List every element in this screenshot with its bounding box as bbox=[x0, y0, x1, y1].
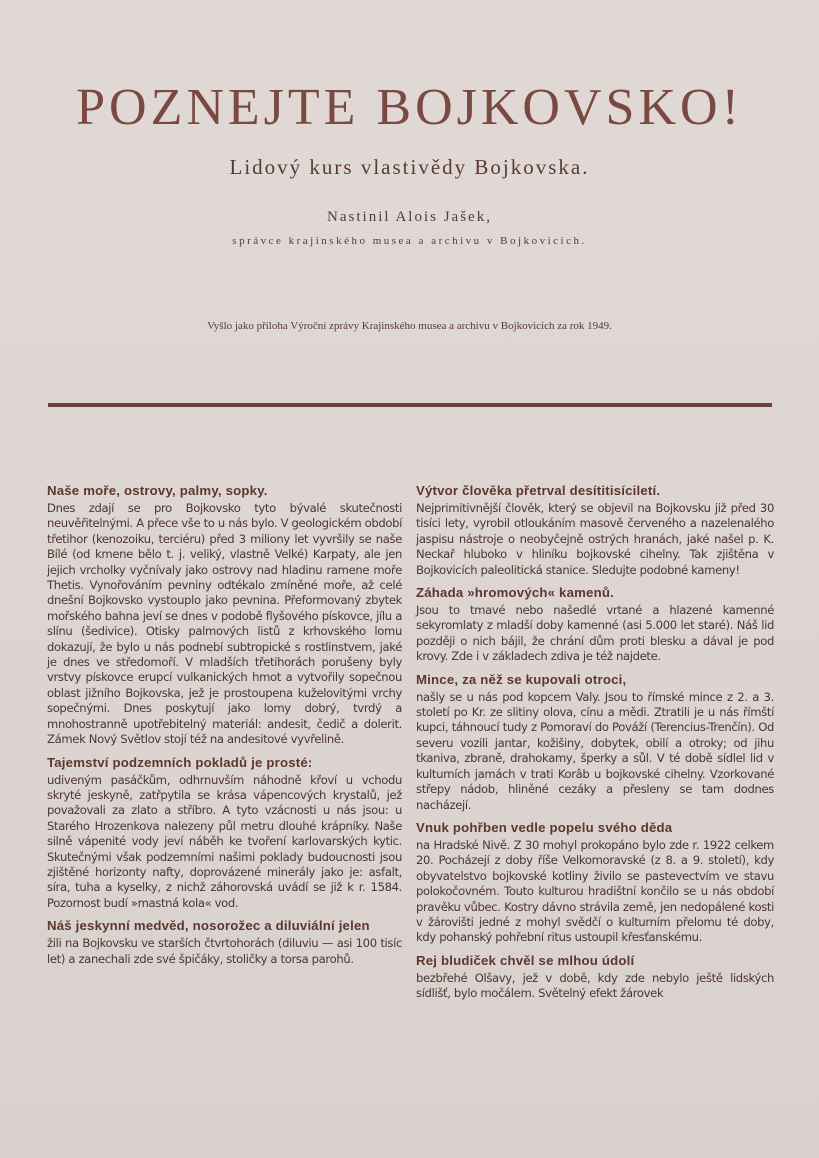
section bbox=[47, 918, 402, 967]
section-heading: Mince, za něž se kupovali otroci, bbox=[416, 671, 627, 687]
section bbox=[416, 820, 774, 946]
section bbox=[47, 755, 402, 912]
left-column bbox=[47, 483, 402, 974]
section bbox=[416, 585, 774, 665]
section-heading: Výtvor člověka přetrval desítitisíciletí. bbox=[416, 483, 661, 498]
section-heading: Záhada »hromových« kamenů. bbox=[416, 585, 614, 601]
horizontal-rule bbox=[48, 403, 772, 407]
section-heading: Rej bludiček chvěl se mlhou údolí bbox=[416, 952, 635, 968]
section-heading: Náš jeskynní medvěd, nosorožec a diluviální jelen bbox=[47, 918, 370, 934]
author-line: Nastinil Alois Jašek, bbox=[327, 209, 492, 225]
section-text: našly se u nás pod kopcem Valy. Jsou to římské mince z 2. a 3. století po Kr. ze slitiny olova, cínu a mědi. Ztratili je u nás římští kupci, táhnoucí tudy z Pomoraví do Pováží (Terencius-Trenčín). Od severu vozili jantar, kožišiny, dobytek, obilí a otroky; od jihu tkaniva, zbraně, drahokamy, šperky a sůl. V té době sídlel lid v kulturních jamách v trati Korâb u bojkovské cihelny. Vzorkované střepy nádob, hliněné cezáky a přesleny se tam dodnes nacházejí. bbox=[416, 689, 774, 812]
section-text: žili na Bojkovsku ve starších čtvrtohorách (diluviu — asi 100 tisíc let) a zanechali zde své špičáky, stoličky a torsa parohů. bbox=[47, 936, 402, 966]
section-text: Nejprimitivnější člověk, který se objevil na Bojkovsku již před 30 tisíci lety, vyrobil otloukáním masově červeného a nazelenalého jaspisu nástroje o neobyčejně ostrých hranách, jaké našel p. K. Neckař hluboko v hliníku bojkovské cihelny. Tak zjištěna v Bojkovicích paleolitická stanice. Sledujte podobné kameny! bbox=[416, 501, 774, 577]
section-heading: Tajemství podzemních pokladů je prosté: bbox=[47, 754, 313, 770]
publication-note: Vyšlo jako příloha Výroční zprávy Krajinského musea a archivu v Bojkovicích za rok 1949. bbox=[207, 320, 612, 332]
section-text: na Hradské Nivě. Z 30 mohyl prokopáno bylo zde r. 1922 celkem 20. Pocházejí z doby říše Velkomoravské (z 8. a 9. století), kdy obyvatelstvo bojkovské kotliny živilo se pastevectvím ve stavu polokočovném. Touto kulturou hradištní končilo se u nás období pravěku vůbec. Kostry dávno strávila země, jen nedopálené kosti v žárovišti jedné z mohyl svědčí o kulturním přelomu té doby, kdy pohanský pohřební ritus ustoupil křesťanskému. bbox=[416, 837, 774, 945]
section-text: Jsou to tmavé nebo našedlé vrtané a hlazené kamenné sekyromlaty z mladší doby kamenné (asi 5.000 let staré). Náš lid později o nich bájil, že chrání dům proti blesku a dával je pod krovy. Zde i v základech zdiva je též najdete. bbox=[416, 603, 774, 664]
section-text: udiveným pasáčkům, odhrnuvším náhodně křoví u vchodu skryté jeskyně, zatřpytila se krása vápencových krystalů, jež považovali za zlato a stříbro. A tyto vzácnosti u nás jsou: u Starého Hrozenkova nalezeny půl metru dlouhé krápníky. Naše silně vápenité vody jeví náběh ke tvoření karlovarských kytic. Skutečnými však podzemními našimi poklady budoucnosti jsou zjištěné horizonty nafty, doprovázené minerály jako je: asfalt, síra, tuha a kyselky, z nichž záhorovská uvádí se již k r. 1584. Pozornost budí »mastná kola« vod. bbox=[47, 772, 402, 910]
section bbox=[416, 953, 774, 1002]
section-text: bezbřehé Olšavy, jež v době, kdy zde nebylo ještě lidských sídlišť, bylo močálem. Světelný efekt žárovek bbox=[416, 970, 774, 1001]
section bbox=[416, 483, 774, 578]
section-text: Dnes zdají se pro Bojkovsko tyto bývalé skutečnosti neuvěřitelnými. A přece vše to u nás bylo. V geologickém období třetihor (kenozoiku, terciéru) před 3 miliony let vyvršily se naše Bílé (od kmene bělo t. j. veliký, vlastně Velké) Karpaty, ale jen jejich vrcholky vyčnívaly jako ostrovy nad hladinu ramene moře Thetis. Vynořováním pevniny odtékalo zmíněné moře, až celé dnešní Bojkovsko vystouplo jako pevnina. Přeformovaný zbytek mořského bahna jeví se dnes v podobě flyšového pískovce, jílu a slínu (šedivice). Otisky palmových listů z krhovského lomu dokazují, že bylo u nás podnebí subtropické s rostlinstvem, jaké je dnes ve středomoří. V mladších třetihorách porušeny byly vrstvy pískovce erupcí vulkanických hmot a vytvořily sopečnou oblast jižního Bojkovska, jež je prostoupena kuželovitými vrchy sopečnými. Dnes poskytují jako lomy dobrý, tvrdý a mnohostranně upotřebitelný materiál: andesit, čedič a dolerit. Zámek Nový Světlov stojí též na andesitové vyvřelině. bbox=[47, 501, 402, 747]
section-heading: Vnuk pohřben vedle popelu svého děda bbox=[416, 819, 673, 835]
page-title: POZNEJTE BOJKOVSKO! bbox=[76, 79, 743, 136]
section bbox=[47, 483, 402, 748]
page-subtitle: Lidový kurs vlastivědy Bojkovska. bbox=[229, 155, 590, 179]
section-heading: Naše moře, ostrovy, palmy, sopky. bbox=[47, 483, 268, 498]
right-column bbox=[416, 483, 774, 1009]
section bbox=[416, 672, 774, 813]
author-role: správce krajinského musea a archivu v Bojkovicích. bbox=[232, 235, 587, 247]
